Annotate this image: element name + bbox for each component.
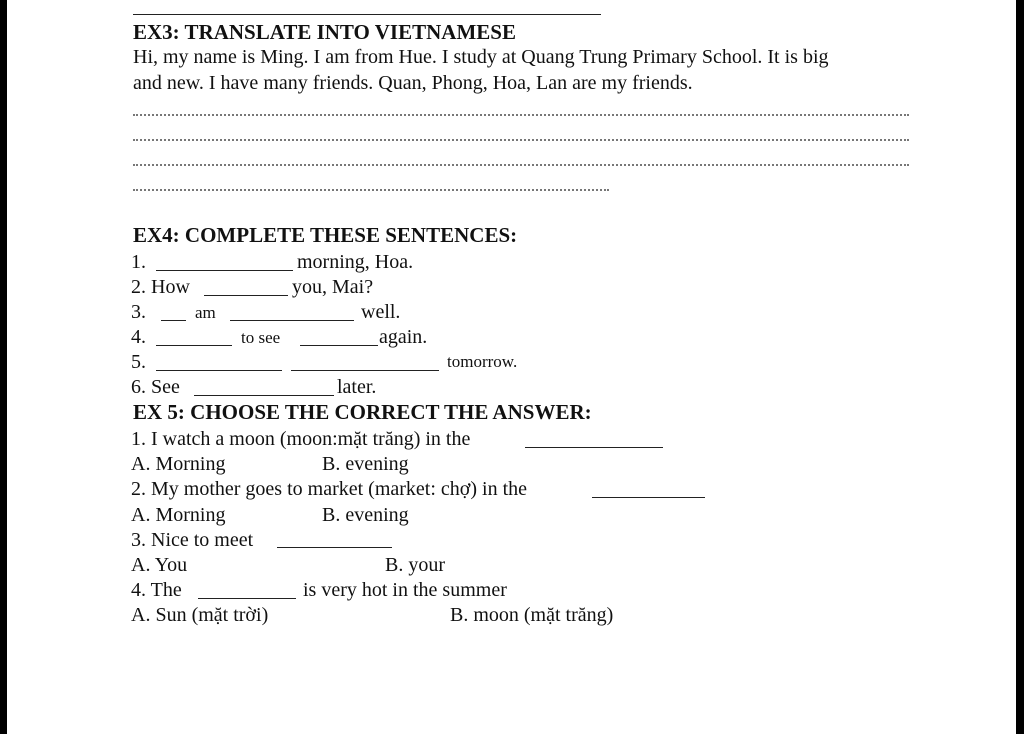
- fill-blank[interactable]: [161, 320, 186, 321]
- ex5-q3-option-a[interactable]: A. You: [131, 554, 188, 576]
- ex4-item-5-after: tomorrow.: [447, 352, 518, 371]
- ex5-q1-option-b[interactable]: B. evening: [322, 453, 409, 475]
- ex4-item-1-number: 1.: [131, 251, 146, 273]
- top-rule: [133, 14, 601, 15]
- answer-dotted-line[interactable]: [133, 139, 909, 141]
- ex5-q4-option-a[interactable]: A. Sun (mặt trời): [131, 604, 269, 626]
- ex5-question-2: 2. My mother goes to market (market: chợ) in the: [131, 478, 528, 500]
- answer-dotted-line[interactable]: [133, 164, 909, 166]
- ex4-heading: EX4: COMPLETE THESE SENTENCES:: [133, 223, 518, 247]
- ex5-question-1: 1. I watch a moon (moon:mặt trăng) in the: [131, 428, 471, 450]
- ex5-q4-option-b[interactable]: B. moon (mặt trăng): [450, 604, 614, 626]
- ex5-q1-option-a[interactable]: A. Morning: [131, 453, 226, 475]
- fill-blank[interactable]: [525, 447, 663, 448]
- answer-dotted-line[interactable]: [133, 189, 609, 191]
- fill-blank[interactable]: [277, 547, 392, 548]
- ex4-item-2-text-after: you, Mai?: [292, 276, 374, 298]
- fill-blank[interactable]: [156, 270, 293, 271]
- ex4-item-3-number: 3.: [131, 301, 146, 323]
- fill-blank[interactable]: [204, 295, 288, 296]
- ex4-item-6-after: later.: [337, 376, 377, 398]
- fill-blank[interactable]: [194, 395, 334, 396]
- fill-blank[interactable]: [198, 598, 296, 599]
- ex4-item-4-after: again.: [379, 326, 428, 348]
- fill-blank[interactable]: [156, 370, 282, 371]
- ex4-item-3-after: well.: [361, 301, 401, 323]
- ex5-q2-option-b[interactable]: B. evening: [322, 504, 409, 526]
- ex4-item-6-text: 6. See: [131, 376, 180, 398]
- fill-blank[interactable]: [291, 370, 439, 371]
- ex5-question-4: 4. The: [131, 579, 182, 601]
- ex4-item-5-number: 5.: [131, 351, 146, 373]
- fill-blank[interactable]: [230, 320, 354, 321]
- ex3-heading: EX3: TRANSLATE INTO VIETNAMESE: [133, 20, 516, 44]
- fill-blank[interactable]: [592, 497, 705, 498]
- ex5-question-4-after: is very hot in the summer: [303, 579, 507, 601]
- answer-dotted-line[interactable]: [133, 114, 909, 116]
- ex5-q2-option-a[interactable]: A. Morning: [131, 504, 226, 526]
- ex5-q3-option-b[interactable]: B. your: [385, 554, 445, 576]
- ex4-item-4-number: 4.: [131, 326, 146, 348]
- ex3-paragraph-line-1: Hi, my name is Ming. I am from Hue. I study at Quang Trung Primary School. It is big: [133, 46, 829, 68]
- ex4-item-2-text: 2. How: [131, 276, 190, 298]
- ex4-item-4-mid: to see: [241, 328, 281, 347]
- fill-blank[interactable]: [156, 345, 232, 346]
- ex4-item-1-text: morning, Hoa.: [297, 251, 414, 273]
- ex5-heading: EX 5: CHOOSE THE CORRECT THE ANSWER:: [133, 400, 592, 424]
- ex3-paragraph-line-2: and new. I have many friends. Quan, Phong, Hoa, Lan are my friends.: [133, 72, 693, 94]
- ex4-item-3-mid: am: [195, 303, 216, 322]
- fill-blank[interactable]: [300, 345, 378, 346]
- ex5-question-3: 3. Nice to meet: [131, 529, 254, 551]
